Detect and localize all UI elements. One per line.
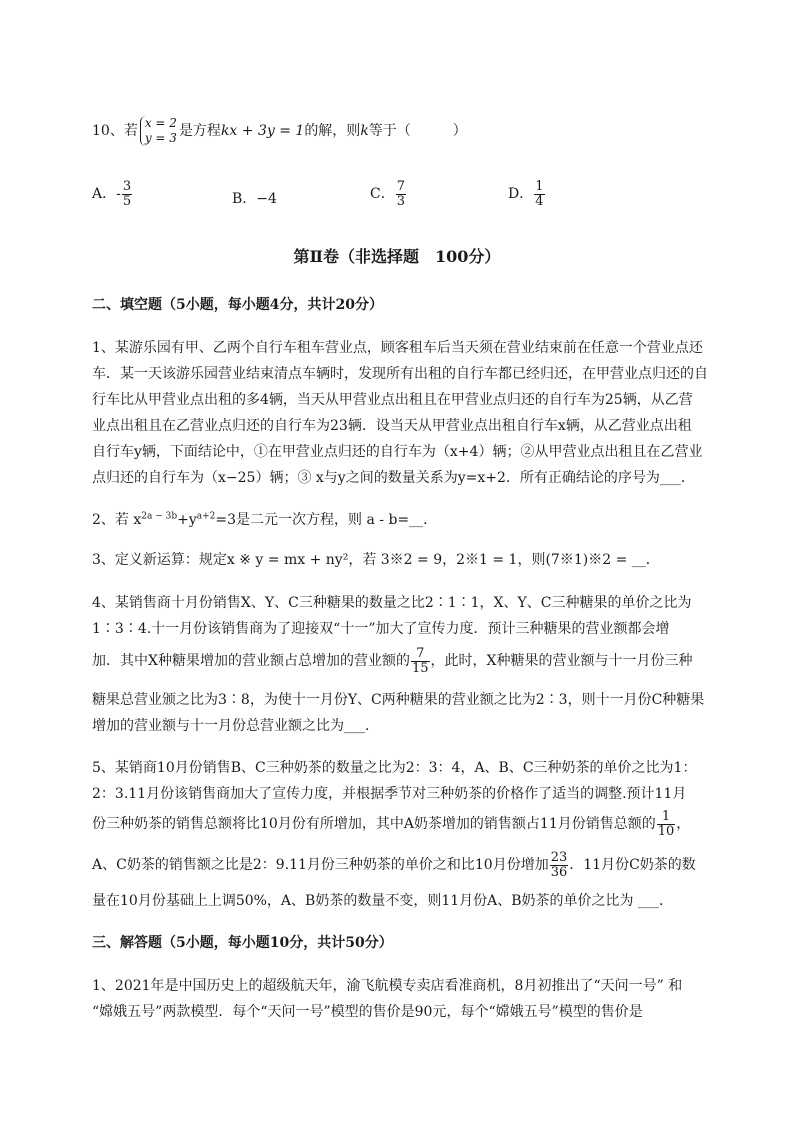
- option-a: A．- $\frac{3}{5}$: [92, 179, 132, 209]
- fraction: $\frac{1}{4}$: [535, 179, 544, 209]
- section-2-title: 二、填空题（5小题，每小题4分，共计20分）: [92, 297, 383, 313]
- section-3-title: 三、解答题（5小题，每小题10分，共计50分）: [92, 935, 393, 951]
- equation-system: x = 2 y = 3: [140, 116, 177, 146]
- fraction: $\frac{7}{3}$: [396, 179, 405, 209]
- fraction: $\frac{7}{15}$: [411, 646, 429, 676]
- fraction: $\frac{3}{5}$: [122, 179, 132, 209]
- option-d: D． $\frac{1}{4}$: [508, 179, 544, 209]
- fraction: $\frac{23}{36}$: [550, 850, 568, 880]
- problem-3: 3、定义新运算：规定x ※ y = mx + ny²，若 3※2 = 9，2※1 = 1，则(7※1)※2 = __．: [92, 552, 660, 568]
- option-b: B．−4: [232, 191, 277, 207]
- fraction: $\frac{1}{10}$: [657, 809, 675, 839]
- option-c: C． $\frac{7}{3}$: [370, 179, 405, 209]
- part2-title: 第Ⅱ卷（非选择题 100分）: [293, 247, 501, 266]
- question-10: 10、若 x = 2 y = 3 是方程kx + 3y = 1的解，则k等于（ ）: [92, 116, 467, 145]
- problem-2: 2、若 $x^{2a - 3b}+y^{a+2}=3$是二元一次方程，则 a - b=__．: [92, 511, 438, 528]
